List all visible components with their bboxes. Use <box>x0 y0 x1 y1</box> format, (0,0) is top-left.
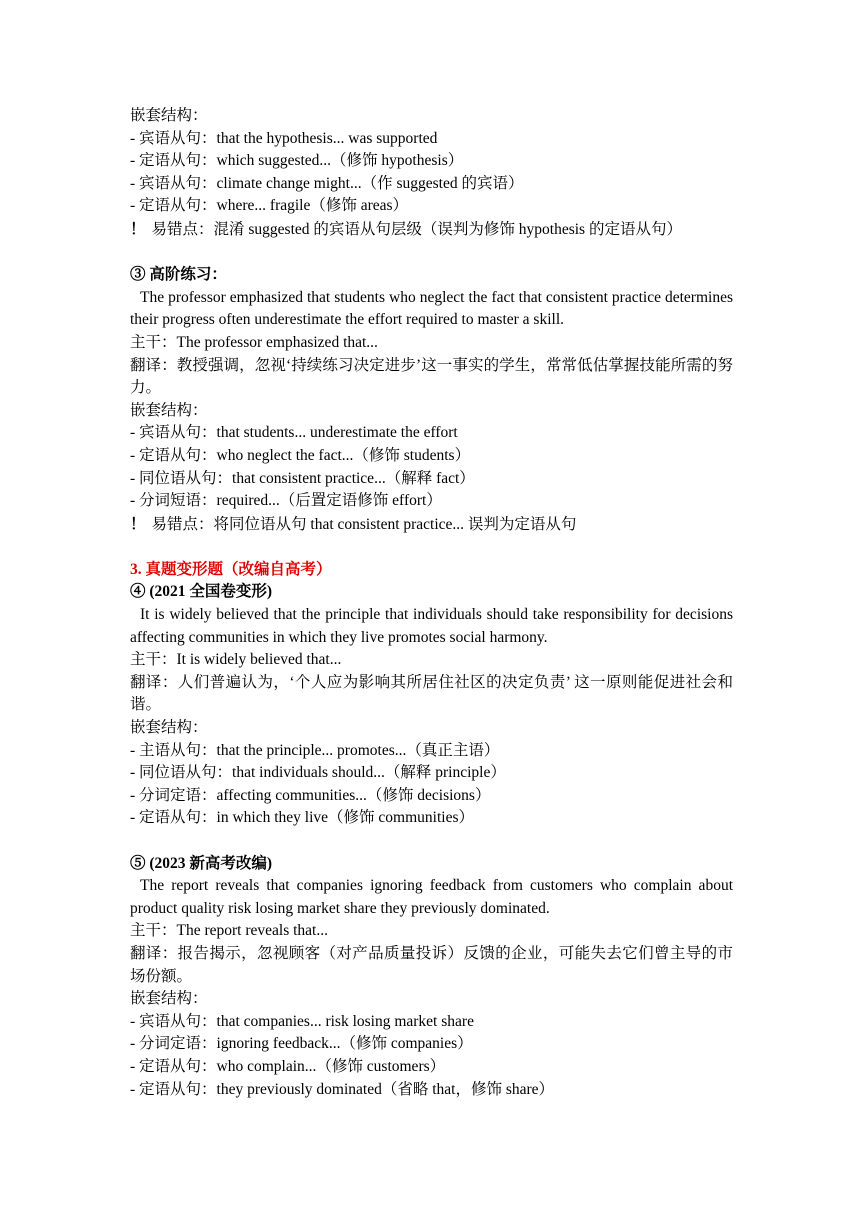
exercise-heading: ④ (2021 全国卷变形) <box>130 583 273 601</box>
list-item: - 分词定语：affecting communities...（修饰 decisions） <box>130 786 491 804</box>
error-note <box>130 218 733 242</box>
list-item: - 分词短语：required...（后置定语修饰 effort） <box>130 492 442 510</box>
list-item: - 定语从句：they previously dominated（省略 that，修饰 share） <box>130 1080 555 1098</box>
section-title: 3. 真题变形题（改编自高考） <box>130 560 332 578</box>
example-sentence: The professor emphasized that students who neglect the fact that consistent practice determines their progress often underestimate the effort required to master a skill. <box>130 288 733 329</box>
list-item: - 宾语从句：that the hypothesis... was supported <box>130 129 438 147</box>
nested-structure-heading: 嵌套结构： <box>130 107 208 124</box>
main-clause: 主干：The report reveals that... <box>130 922 328 940</box>
list-item: - 宾语从句：climate change might...（作 suggested 的宾语） <box>130 174 524 192</box>
list-item: - 定语从句：in which they live（修饰 communities） <box>130 809 474 827</box>
translation: 翻译：人们普遍认为，‘个人应为影响其所居住社区的决定负责’ 这一原则能促进社会和谐。 <box>130 673 733 714</box>
list-item: - 定语从句：where... fragile（修饰 areas） <box>130 197 409 215</box>
main-clause: 主干：It is widely believed that... <box>130 651 342 669</box>
list-item: - 同位语从句：that individuals should...（解释 principle） <box>130 764 506 782</box>
block-1 <box>130 105 733 242</box>
exercise-heading: ③ 高阶练习： <box>130 266 227 284</box>
nested-structure-heading: 嵌套结构： <box>130 990 208 1008</box>
example-sentence: The report reveals that companies ignoring feedback from customers who complain about product quality risk losing market share they previously dominated. <box>130 877 733 917</box>
list-item: - 主语从句：that the principle... promotes...（真正主语） <box>130 741 500 759</box>
block-2 <box>130 264 733 536</box>
main-clause: 主干：The professor emphasized that... <box>130 333 378 351</box>
list-item: - 定语从句：who neglect the fact...（修饰 students） <box>130 446 471 464</box>
translation: 翻译：教授强调，忽视‘持续练习决定进步’这一事实的学生，常常低估掌握技能所需的努力。 <box>130 356 733 397</box>
translation: 翻译：报告揭示，忽视顾客（对产品质量投诉）反馈的企业，可能失去它们曾主导的市场份额。 <box>130 944 733 985</box>
list-item: - 同位语从句：that consistent practice...（解释 fact） <box>130 469 475 487</box>
nested-structure-heading: 嵌套结构： <box>130 719 208 737</box>
error-note <box>130 513 733 537</box>
exercise-heading: ⑤ (2023 新高考改编) <box>130 854 273 872</box>
list-item: - 宾语从句：that students... underestimate the effort <box>130 424 458 442</box>
list-item: - 定语从句：who complain...（修饰 customers） <box>130 1057 446 1075</box>
list-item: - 宾语从句：that companies... risk losing market share <box>130 1012 474 1030</box>
nested-structure-heading: 嵌套结构： <box>130 401 208 419</box>
block-4 <box>130 581 733 830</box>
list-item: - 分词定语：ignoring feedback...（修饰 companies） <box>130 1035 473 1053</box>
list-item: - 定语从句：which suggested...（修饰 hypothesis） <box>130 152 464 170</box>
exclamation-icon: ！ <box>130 514 146 533</box>
exclamation-icon: ！ <box>130 219 146 238</box>
block-5 <box>130 853 733 1102</box>
error-note-text: 易错点：混淆 suggested 的宾语从句层级（误判为修饰 hypothesis 的定语从句） <box>151 220 682 238</box>
document-page <box>130 105 733 1101</box>
error-note-text: 易错点：将同位语从句 that consistent practice... 误判为定语从句 <box>151 515 577 533</box>
example-sentence: It is widely believed that the principle that individuals should take responsibility for decisions affecting communities in which they live promotes social harmony. <box>130 606 733 646</box>
